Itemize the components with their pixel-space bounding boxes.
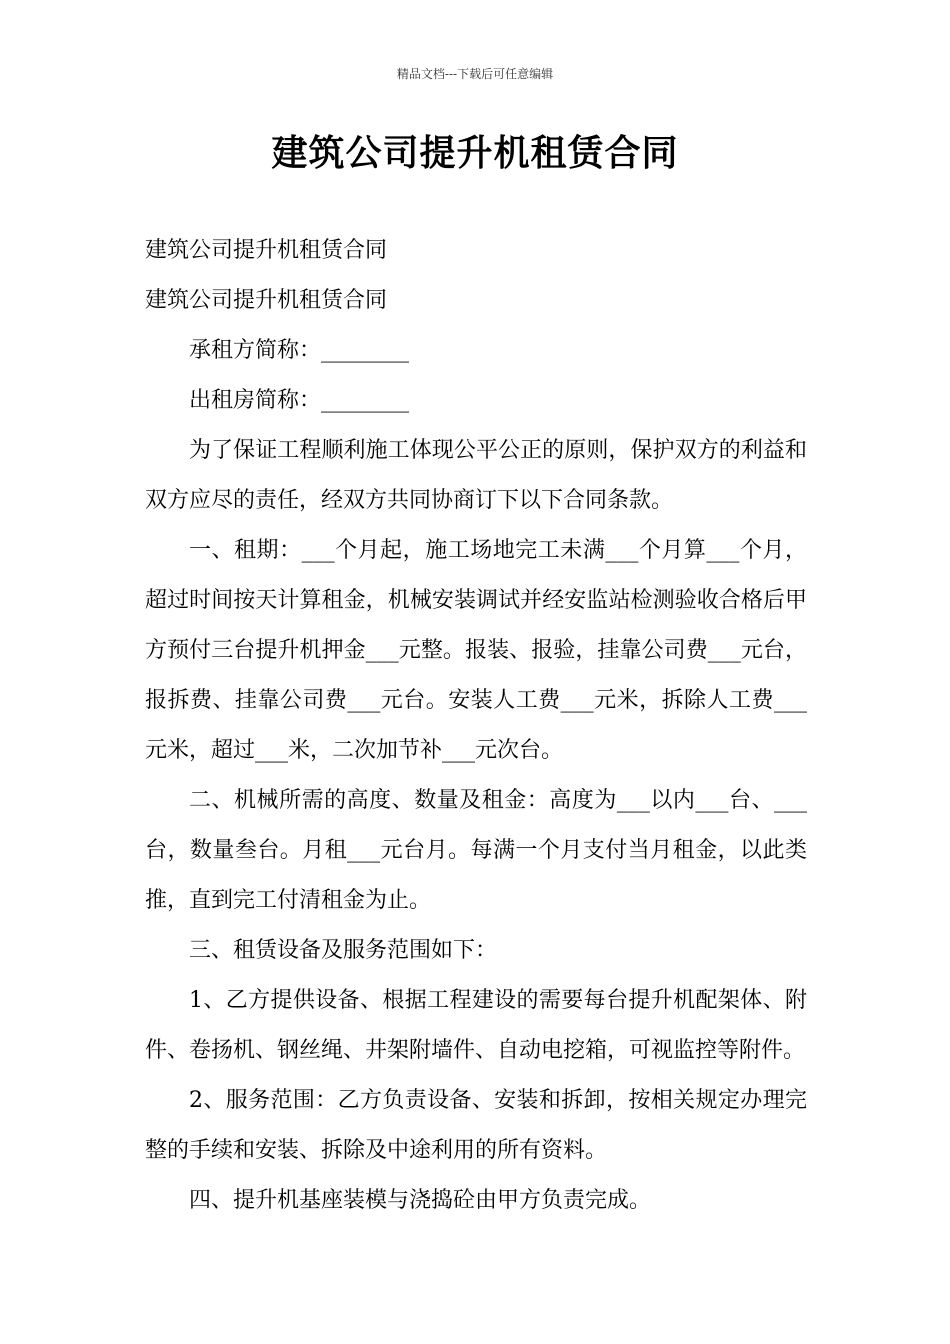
clause-paragraph: 1、乙方提供设备、根据工程建设的需要每台提升机配架体、附件、卷扬机、钢丝绳、井架附墙件、自动电挖箱，可视监控等附件。 [145,988,807,1063]
document-body [145,226,807,1226]
subtitle-line: 建筑公司提升机租赁合同 [145,288,388,313]
header-note: 精品文档---下载后可任意编辑 [396,67,554,81]
clause-paragraph: 一、租期：___个月起，施工场地完工未满___个月算___个月，超过时间按天计算租金，机械安装调试并经安监站检测验收合格后甲方预付三台提升机押金___元整。报装、报验，挂靠公司费___元台，报拆费、挂靠公司费___元台。安装人工费___元米，拆除人工费___元米，超过___米，二次加节补___元次台。 [145,538,807,763]
clause-paragraph: 2、服务范围：乙方负责设备、安装和拆卸，按相关规定办理完整的手续和安装、拆除及中途利用的所有资料。 [145,1088,807,1163]
subtitle-line: 建筑公司提升机租赁合同 [145,238,388,263]
clause-paragraph: 四、提升机基座装模与浇捣砼由甲方负责完成。 [189,1188,652,1213]
clause-paragraph: 二、机械所需的高度、数量及租金：高度为___以内___台、___台，数量叁台。月租___元台月。每满一个月支付当月租金，以此类推，直到完工付清租金为止。 [145,788,807,913]
preamble-paragraph: 为了保证工程顺利施工体现公平公正的原则，保护双方的利益和双方应尽的责任，经双方共同协商订下以下合同条款。 [145,438,807,513]
lessee-line: 承租方简称：________ [189,338,410,363]
lessor-line: 出租房简称：________ [189,388,410,413]
clause-paragraph: 三、租赁设备及服务范围如下： [189,938,498,963]
document-title: 建筑公司提升机租赁合同 [271,132,679,174]
